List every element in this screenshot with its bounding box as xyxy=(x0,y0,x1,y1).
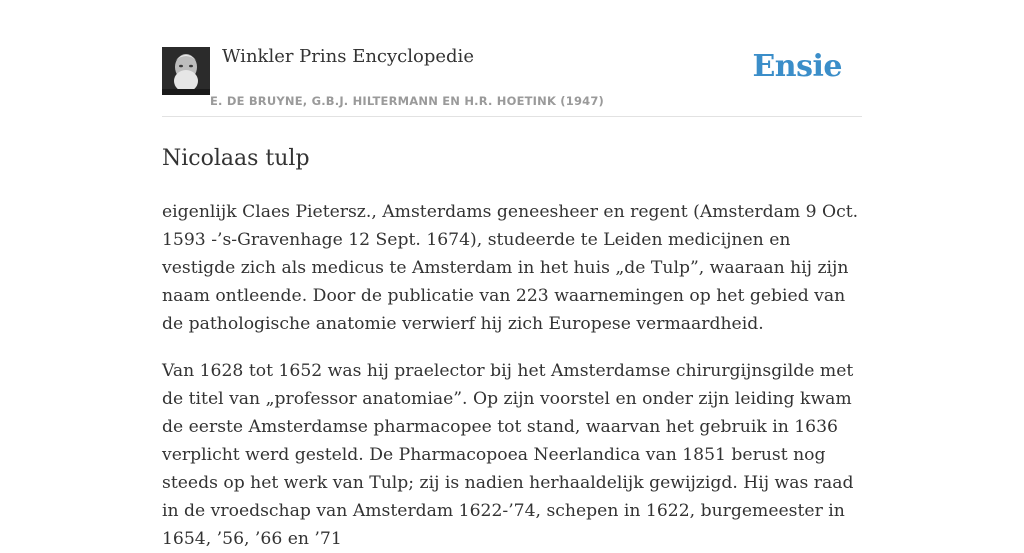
article-paragraph-1: eigenlijk Claes Pietersz., Amsterdams geneesheer en regent (Amsterdam 9 Oct. 1593 -’s-Gravenhage 12 Sept. 1674), studeerde te Leiden medicijnen en vestigde zich als medicus te Amsterdam in het huis „de Tulp”, waaraan hij zijn naam ontleende. Door de publicatie van 223 waarnemingen op het gebied van de pathologische anatomie verwierf hij zich Europese vermaardheid. xyxy=(162,202,859,334)
author-avatar-icon[interactable] xyxy=(162,47,210,95)
source-title-link[interactable]: Winkler Prins Encyclopedie xyxy=(222,46,474,67)
page-container xyxy=(162,0,862,553)
article-title: Nicolaas tulp xyxy=(162,146,310,171)
source-authors: E. DE BRUYNE, G.B.J. HILTERMANN EN H.R. HOETINK (1947) xyxy=(210,94,605,108)
ensie-logo-link[interactable]: Ensie xyxy=(752,49,842,84)
article-paragraph-2: Van 1628 tot 1652 was hij praelector bij het Amsterdamse chirurgijnsgilde met de titel van „professor anatomiae”. Op zijn voorstel en onder zijn leiding kwam de eerste Amsterdamse pharmacopee tot stand, waarvan het gebruik in 1636 verplicht werd gesteld. De Pharmacopoea Neerlandica van 1851 berust nog steeds op het werk van Tulp; zij is nadien herhaaldelijk gewijzigd. Hij was raad in de vroedschap van Amsterdam 1622-’74, schepen in 1622, burgemeester in 1654, ’56, ’66 en ’71 xyxy=(162,361,854,549)
source-header xyxy=(162,0,862,117)
